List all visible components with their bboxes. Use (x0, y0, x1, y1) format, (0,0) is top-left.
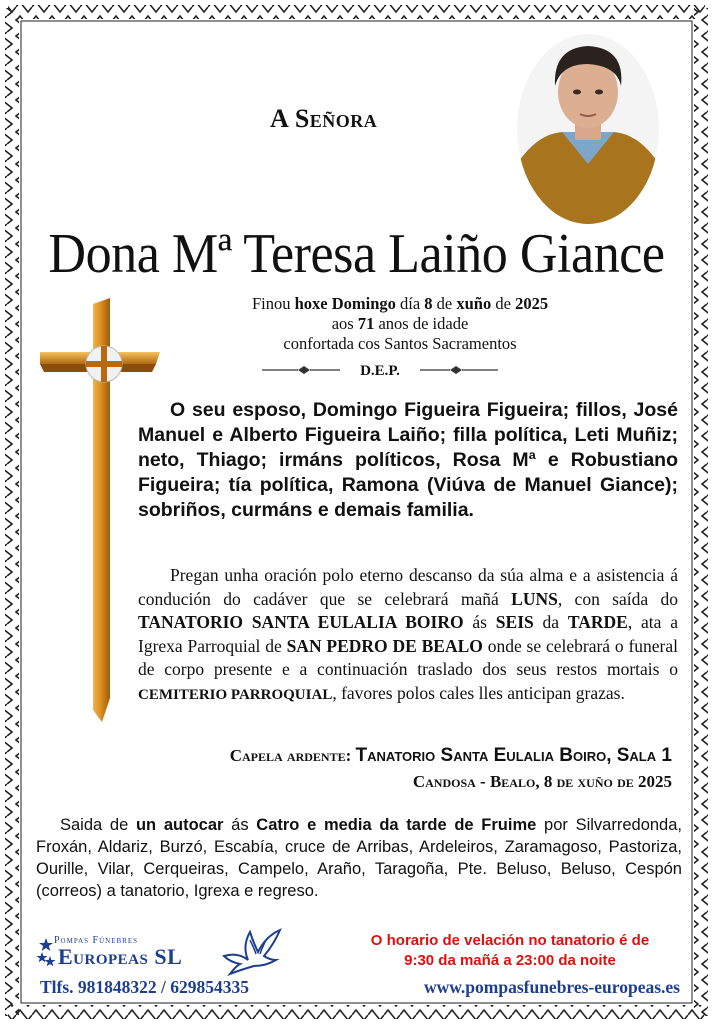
portrait-photo (517, 34, 659, 224)
wake-location (160, 743, 672, 795)
death-line-2: aos 71 anos de idade (331, 314, 469, 333)
invitation-paragraph: Pregan unha oración polo eterno descanso da súa alma e a asistencia á condución do cadáver que se celebrará mañá LUNS, con saída do TANATORIO SANTA EULALIA BOIRO ás SEIS da TARDE, ata a Igrexa Parroquial de SAN PEDRO DE BEALO onde se celebrará o funeral de corpo presente e a continuación traslado dos seus restos mortais o CEMITERIO PARROQUIAL, favores polos cales lles anticipan grazas. (138, 565, 678, 703)
dep-ornament (260, 361, 500, 383)
bus-paragraph: Saida de un autocar ás Catro e media da tarde de Fruime por Silvarredonda, Froxán, Aldariz, Burzó, Escabía, cruce de Arribas, Ardeleiros, Zaramagoso, Pastoriza, Ourille, Vilar, Cerqueiras, Campelo, Araño, Taragoña, Pte. Beluso, Beluso, Cespón (correos) a tanatorio, Igrexa e regreso. (36, 816, 682, 900)
logo-name: Europeas SL (58, 944, 183, 969)
logo-tagline: Pompas Fúnebres (54, 935, 138, 946)
death-details (190, 294, 610, 354)
family-paragraph: O seu esposo, Domingo Figueira Figueira; fillos, José Manuel e Alberto Figueira Laiño; filla política, Leti Muñiz; neto, Thiago; irmáns políticos, Rosa Mª e Robustiano Figueira; tía política, Ramona (Viúva de Manuel Giance); sobriños, curmáns e demais familia. (138, 399, 678, 521)
wake-location-line-1: Capela ardente: Tanatorio Santa Eulalia Boiro, Sala 1 (229, 745, 672, 766)
salutation: A Señora (270, 104, 378, 133)
death-line-3: confortada cos Santos Sacramentos (283, 334, 517, 353)
wake-location-line-2: Candosa - Bealo, 8 de xuño de 2025 (412, 772, 672, 791)
viewing-hours-line-1: O horario de velación no tanatorio é de (370, 932, 650, 949)
website-link[interactable]: www.pompasfunebres-europeas.es (423, 977, 680, 997)
deceased-name: Dona Mª Teresa Laiño Giance (48, 223, 665, 285)
phone-numbers: Tlfs. 981848322 / 629854335 (40, 977, 250, 997)
death-line-1: Finou hoxe Domingo día 8 de xuño de 2025 (251, 294, 549, 313)
dep-text: D.E.P. (360, 363, 400, 379)
dove-icon (220, 926, 282, 976)
viewing-hours-line-2: 9:30 da mañá a 23:00 da noite (404, 952, 616, 969)
viewing-hours (340, 931, 680, 971)
